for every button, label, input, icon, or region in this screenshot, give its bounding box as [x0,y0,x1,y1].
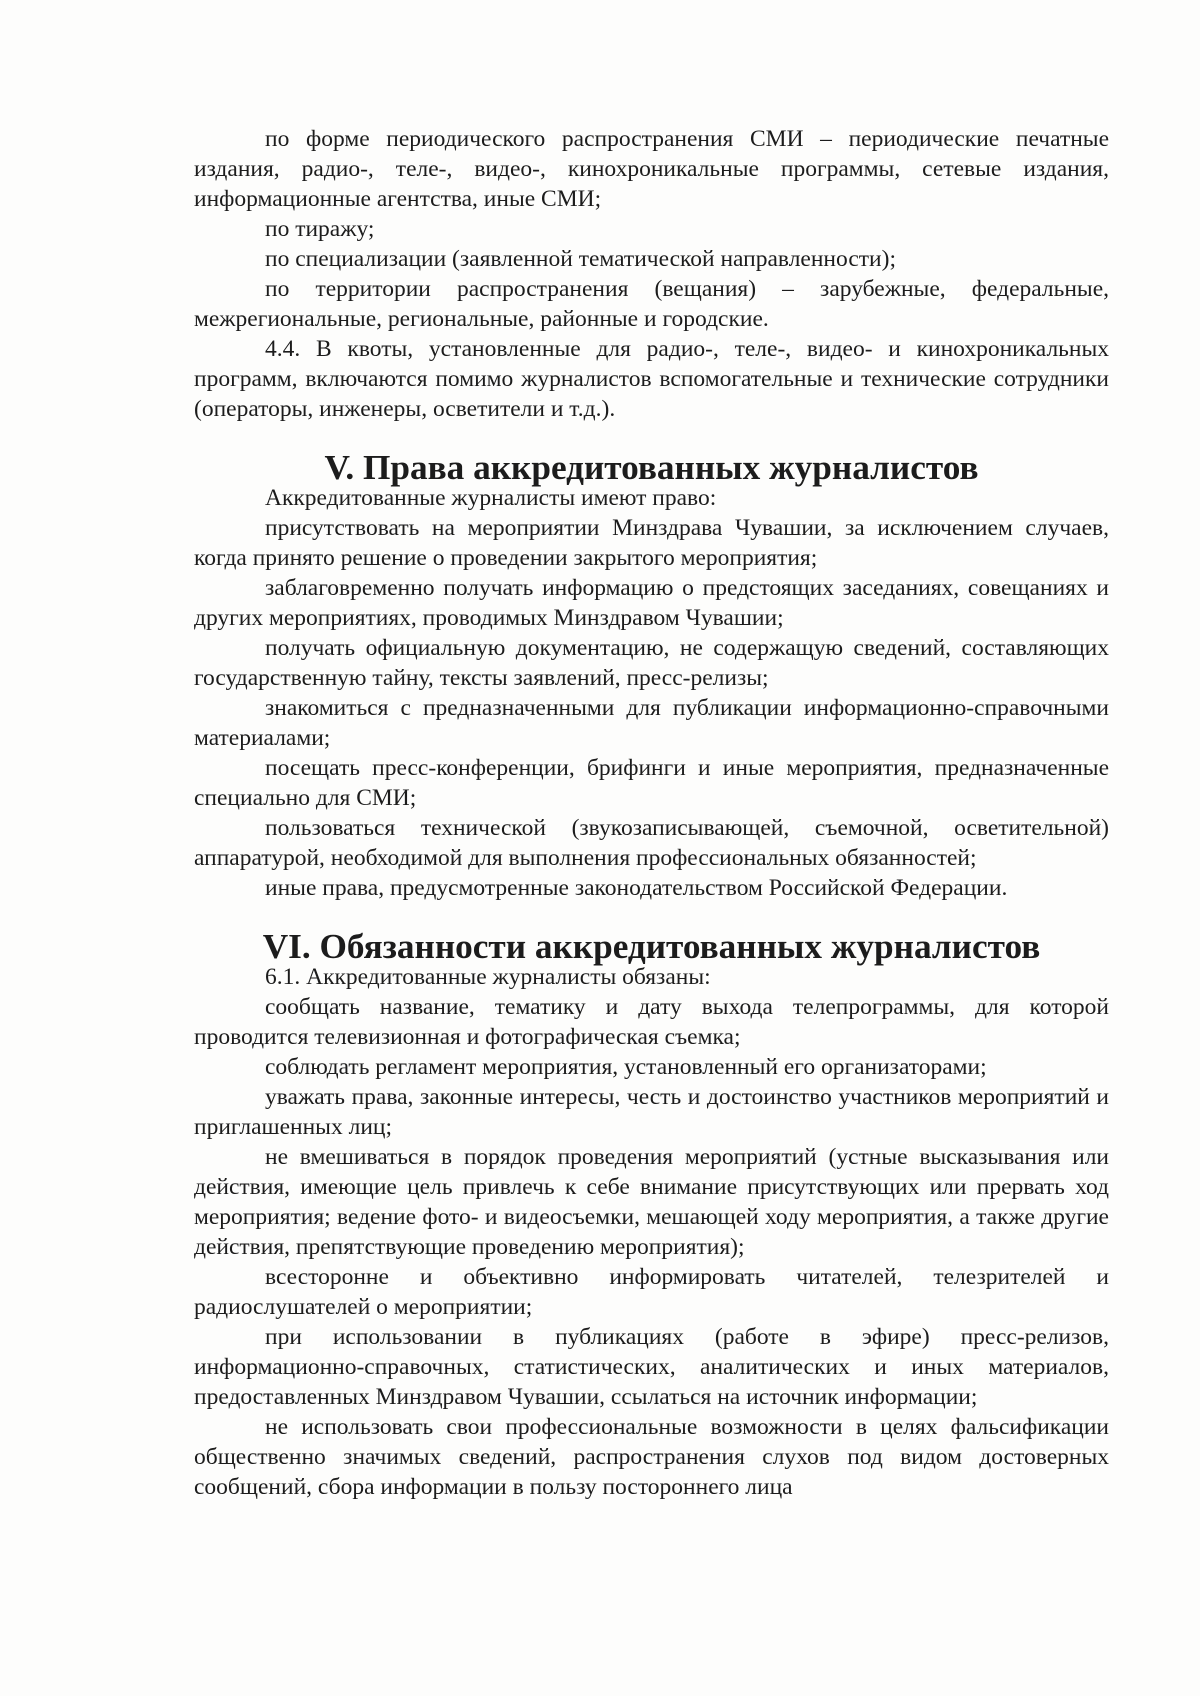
paragraph: по тиражу; [265,216,375,242]
paragraph: по территории распространения (вещания) – зарубежные, федеральные, межрегиональные, региональные, районные и городские. [194,276,1109,332]
paragraph: всесторонне и объективно информировать читателей, телезрителей и радиослушателей о мероприятии; [194,1264,1109,1320]
section-title-rights: V. Права аккредитованных журналистов [324,448,979,487]
paragraph: заблаговременно получать информацию о предстоящих заседаниях, совещаниях и других мероприятиях, проводимых Минздравом Чувашии; [194,575,1109,631]
paragraph: Аккредитованные журналисты имеют право: [265,485,717,511]
paragraph: получать официальную документацию, не содержащую сведений, составляющих государственную тайну, тексты заявлений, пресс-релизы; [194,635,1109,691]
document-body [194,124,1109,1502]
paragraph: при использовании в публикациях (работе в эфире) пресс-релизов, информационно-справочных, статистических, аналитических и иных материалов, предоставленных Минздравом Чувашии, ссылаться на источник информации; [194,1324,1109,1410]
paragraph: иные права, предусмотренные законодательством Российской Федерации. [265,875,1008,901]
paragraph: посещать пресс-конференции, брифинги и иные мероприятия, предназначенные специально для СМИ; [194,755,1109,811]
section-title-duties: VI. Обязанности аккредитованных журналистов [262,927,1041,966]
paragraph: 6.1. Аккредитованные журналисты обязаны: [265,964,711,990]
paragraph: уважать права, законные интересы, честь и достоинство участников мероприятий и приглашенных лиц; [194,1084,1109,1140]
paragraph: не вмешиваться в порядок проведения мероприятий (устные высказывания или действия, имеющие цель привлечь к себе внимание присутствующих или прервать ход мероприятия; ведение фото- и видеосъемки, мешающей ходу мероприятия, а также другие действия, препятствующие проведению мероприятия); [194,1144,1109,1260]
paragraph: сообщать название, тематику и дату выхода телепрограммы, для которой проводится телевизионная и фотографическая съемка; [194,994,1109,1050]
paragraph: знакомиться с предназначенными для публикации информационно-справочными материалами; [194,695,1109,751]
paragraph: присутствовать на мероприятии Минздрава Чувашии, за исключением случаев, когда принято решение о проведении закрытого мероприятия; [194,515,1109,571]
paragraph: не использовать свои профессиональные возможности в целях фальсификации общественно значимых сведений, распространения слухов под видом достоверных сообщений, сбора информации в пользу постороннего лица [194,1414,1109,1500]
paragraph: по форме периодического распространения СМИ – периодические печатные издания, радио-, теле-, видео-, кинохроникальные программы, сетевые издания, информационные агентства, иные СМИ; [194,126,1109,212]
paragraph: соблюдать регламент мероприятия, установленный его организаторами; [265,1054,987,1080]
paragraph: по специализации (заявленной тематической направленности); [265,246,896,272]
paragraph: 4.4. В квоты, установленные для радио-, теле-, видео- и кинохроникальных программ, включаются помимо журналистов вспомогательные и технические сотрудники (операторы, инженеры, осветители и т.д.). [194,336,1109,422]
paragraph: пользоваться технической (звукозаписывающей, съемочной, осветительной) аппаратурой, необходимой для выполнения профессиональных обязанностей; [194,815,1109,871]
